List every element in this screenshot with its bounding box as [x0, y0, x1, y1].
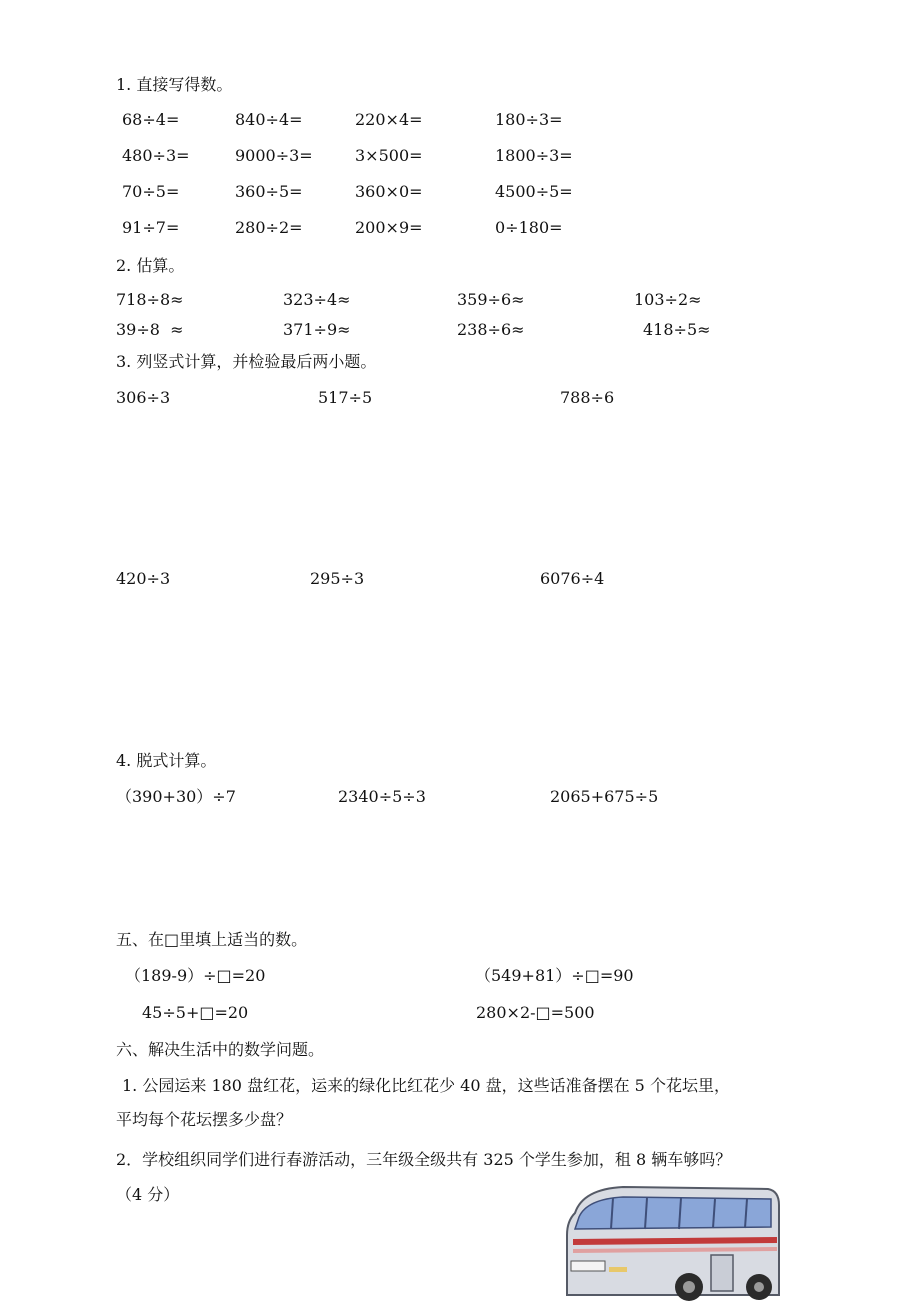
s2-r1-c4: 103÷2≈ — [634, 290, 702, 309]
bus-image — [563, 1183, 783, 1302]
s3-r2-c3: 6076÷4 — [540, 569, 605, 588]
s1-r4-c4: 0÷180= — [495, 218, 563, 237]
section4-title: 4. 脱式计算。 — [116, 751, 217, 770]
section3-title: 3. 列竖式计算，并检验最后两小题。 — [116, 352, 377, 371]
s5-item2: （549+81）÷□=90 — [475, 966, 634, 985]
s1-r1-c1: 68÷4= — [122, 110, 180, 129]
s4-item1: （390+30）÷7 — [116, 787, 236, 806]
s2-r1-c1: 718÷8≈ — [116, 290, 184, 309]
section5-title: 五、在□里填上适当的数。 — [116, 930, 308, 949]
s6-q1-line2: 平均每个花坛摆多少盘？ — [116, 1110, 293, 1129]
s2-r2-c2: 371÷9≈ — [283, 320, 351, 339]
s1-r4-c2: 280÷2= — [235, 218, 303, 237]
s1-r1-c4: 180÷3= — [495, 110, 563, 129]
section6-title: 六、解决生活中的数学问题。 — [116, 1040, 325, 1059]
s1-r2-c4: 1800÷3= — [495, 146, 573, 165]
s1-r2-c2: 9000÷3= — [235, 146, 313, 165]
s3-r1-c1: 306÷3 — [116, 388, 171, 407]
s1-r2-c1: 480÷3= — [122, 146, 190, 165]
s3-r2-c1: 420÷3 — [116, 569, 171, 588]
s1-r4-c3: 200×9= — [355, 218, 423, 237]
s1-r1-c3: 220×4= — [355, 110, 423, 129]
s1-r2-c3: 3×500= — [355, 146, 423, 165]
s5-item3: 45÷5+□=20 — [142, 1003, 249, 1022]
s6-q1-line1: 1. 公园运来 180 盘红花，运来的绿化比红花少 40 盘，这些话准备摆在 5 个花坛里， — [122, 1076, 730, 1095]
s1-r3-c2: 360÷5= — [235, 182, 303, 201]
s2-r1-c2: 323÷4≈ — [283, 290, 351, 309]
s2-r2-c1: 39÷8 ≈ — [116, 320, 184, 339]
s3-r2-c2: 295÷3 — [310, 569, 365, 588]
section2-title: 2. 估算。 — [116, 256, 185, 275]
s3-r1-c3: 788÷6 — [560, 388, 615, 407]
s4-item3: 2065+675÷5 — [550, 787, 659, 806]
s1-r3-c3: 360×0= — [355, 182, 423, 201]
s3-r1-c2: 517÷5 — [318, 388, 373, 407]
bus-icon — [563, 1183, 783, 1302]
s1-r3-c1: 70÷5= — [122, 182, 180, 201]
s6-q2-line2: （4 分） — [116, 1185, 180, 1204]
s1-r4-c1: 91÷7= — [122, 218, 180, 237]
s1-r1-c2: 840÷4= — [235, 110, 303, 129]
s5-item1: （189-9）÷□=20 — [125, 966, 266, 985]
s6-q2-line1: 2．学校组织同学们进行春游活动，三年级全级共有 325 个学生参加，租 8 辆车够吗？ — [116, 1150, 732, 1169]
s5-item4: 280×2-□=500 — [476, 1003, 595, 1022]
s2-r1-c3: 359÷6≈ — [457, 290, 525, 309]
s1-r3-c4: 4500÷5= — [495, 182, 573, 201]
s4-item2: 2340÷5÷3 — [338, 787, 426, 806]
section1-title: 1. 直接写得数。 — [116, 75, 233, 94]
s2-r2-c4: 418÷5≈ — [643, 320, 711, 339]
s2-r2-c3: 238÷6≈ — [457, 320, 525, 339]
